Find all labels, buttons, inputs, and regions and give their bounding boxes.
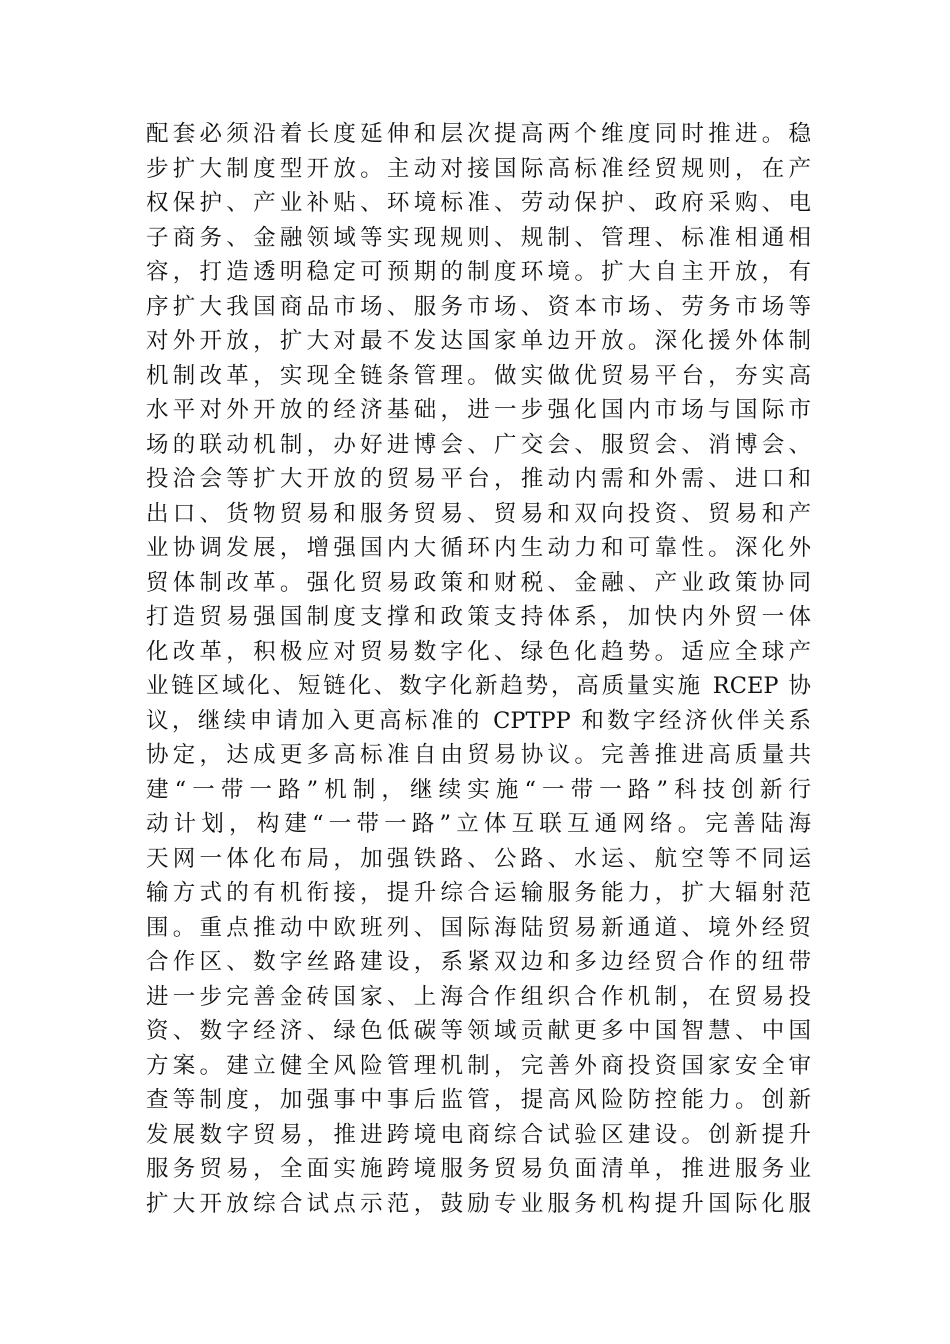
text-line: 输方式的有机衔接，提升综合运输服务能力，扩大辐射范 bbox=[146, 880, 811, 906]
text-line: 协定，达成更多高标准自由贸易协议。完善推进高质量共 bbox=[146, 742, 811, 768]
text-line: 权保护、产业补贴、环境标准、劳动保护、政府采购、电 bbox=[146, 190, 811, 216]
text-line: 投洽会等扩大开放的贸易平台，推动内需和外需、进口和 bbox=[146, 466, 811, 492]
text-line: 业协调发展，增强国内大循环内生动力和可靠性。深化外 bbox=[146, 535, 811, 561]
text-line: 发展数字贸易，推进跨境电商综合试验区建设。创新提升 bbox=[146, 1121, 811, 1148]
text-line: 序扩大我国商品市场、服务市场、资本市场、劳务市场等 bbox=[146, 293, 811, 320]
text-line: 打造贸易强国制度支撑和政策支持体系，加快内外贸一体 bbox=[146, 604, 811, 630]
text-line: 服务贸易，全面实施跨境服务贸易负面清单，推进服务业 bbox=[146, 1156, 811, 1182]
text-line: 建“一带一路”机制，继续实施“一带一路”科技创新行 bbox=[146, 776, 811, 803]
text-line: 动计划，构建“一带一路”立体互联互通网络。完善陆海 bbox=[146, 811, 811, 837]
text-line: 天网一体化布局，加强铁路、公路、水运、航空等不同运 bbox=[146, 845, 811, 872]
text-line: 合作区、数字丝路建设，系紧双边和多边经贸合作的纽带 bbox=[146, 949, 811, 975]
text-line: 子商务、金融领域等实现规则、规制、管理、标准相通相 bbox=[146, 224, 811, 251]
text-line: 贸体制改革。强化贸易政策和财税、金融、产业政策协同 bbox=[146, 569, 811, 596]
body-paragraph bbox=[146, 117, 811, 1221]
text-line: 对外开放，扩大对最不发达国家单边开放。深化援外体制 bbox=[146, 328, 811, 354]
text-line: 围。重点推动中欧班列、国际海陆贸易新通道、境外经贸 bbox=[146, 914, 811, 941]
text-line: 资、数字经济、绿色低碳等领域贡献更多中国智慧、中国 bbox=[146, 1018, 811, 1044]
text-line: 查等制度，加强事中事后监管，提高风险防控能力。创新 bbox=[146, 1087, 811, 1113]
text-line: 出口、货物贸易和服务贸易、贸易和双向投资、贸易和产 bbox=[146, 500, 811, 527]
text-line: 扩大开放综合试点示范，鼓励专业服务机构提升国际化服 bbox=[146, 1190, 811, 1217]
text-line: 配套必须沿着长度延伸和层次提高两个维度同时推进。稳 bbox=[146, 121, 811, 147]
text-line: 步扩大制度型开放。主动对接国际高标准经贸规则，在产 bbox=[146, 155, 811, 182]
text-line: 场的联动机制，办好进博会、广交会、服贸会、消博会、 bbox=[146, 431, 811, 458]
text-line: 议，继续申请加入更高标准的 CPTPP 和数字经济伙伴关系 bbox=[146, 707, 811, 734]
text-line: 方案。建立健全风险管理机制，完善外商投资国家安全审 bbox=[146, 1052, 811, 1079]
text-line: 化改革，积极应对贸易数字化、绿色化趋势。适应全球产 bbox=[146, 638, 811, 665]
text-line: 水平对外开放的经济基础，进一步强化国内市场与国际市 bbox=[146, 397, 811, 423]
text-line: 机制改革，实现全链条管理。做实做优贸易平台，夯实高 bbox=[146, 362, 811, 389]
text-line: 业链区域化、短链化、数字化新趋势，高质量实施 RCEP 协 bbox=[146, 673, 811, 699]
text-line: 进一步完善金砖国家、上海合作组织合作机制，在贸易投 bbox=[146, 983, 811, 1010]
text-line: 容，打造透明稳定可预期的制度环境。扩大自主开放，有 bbox=[146, 259, 811, 285]
